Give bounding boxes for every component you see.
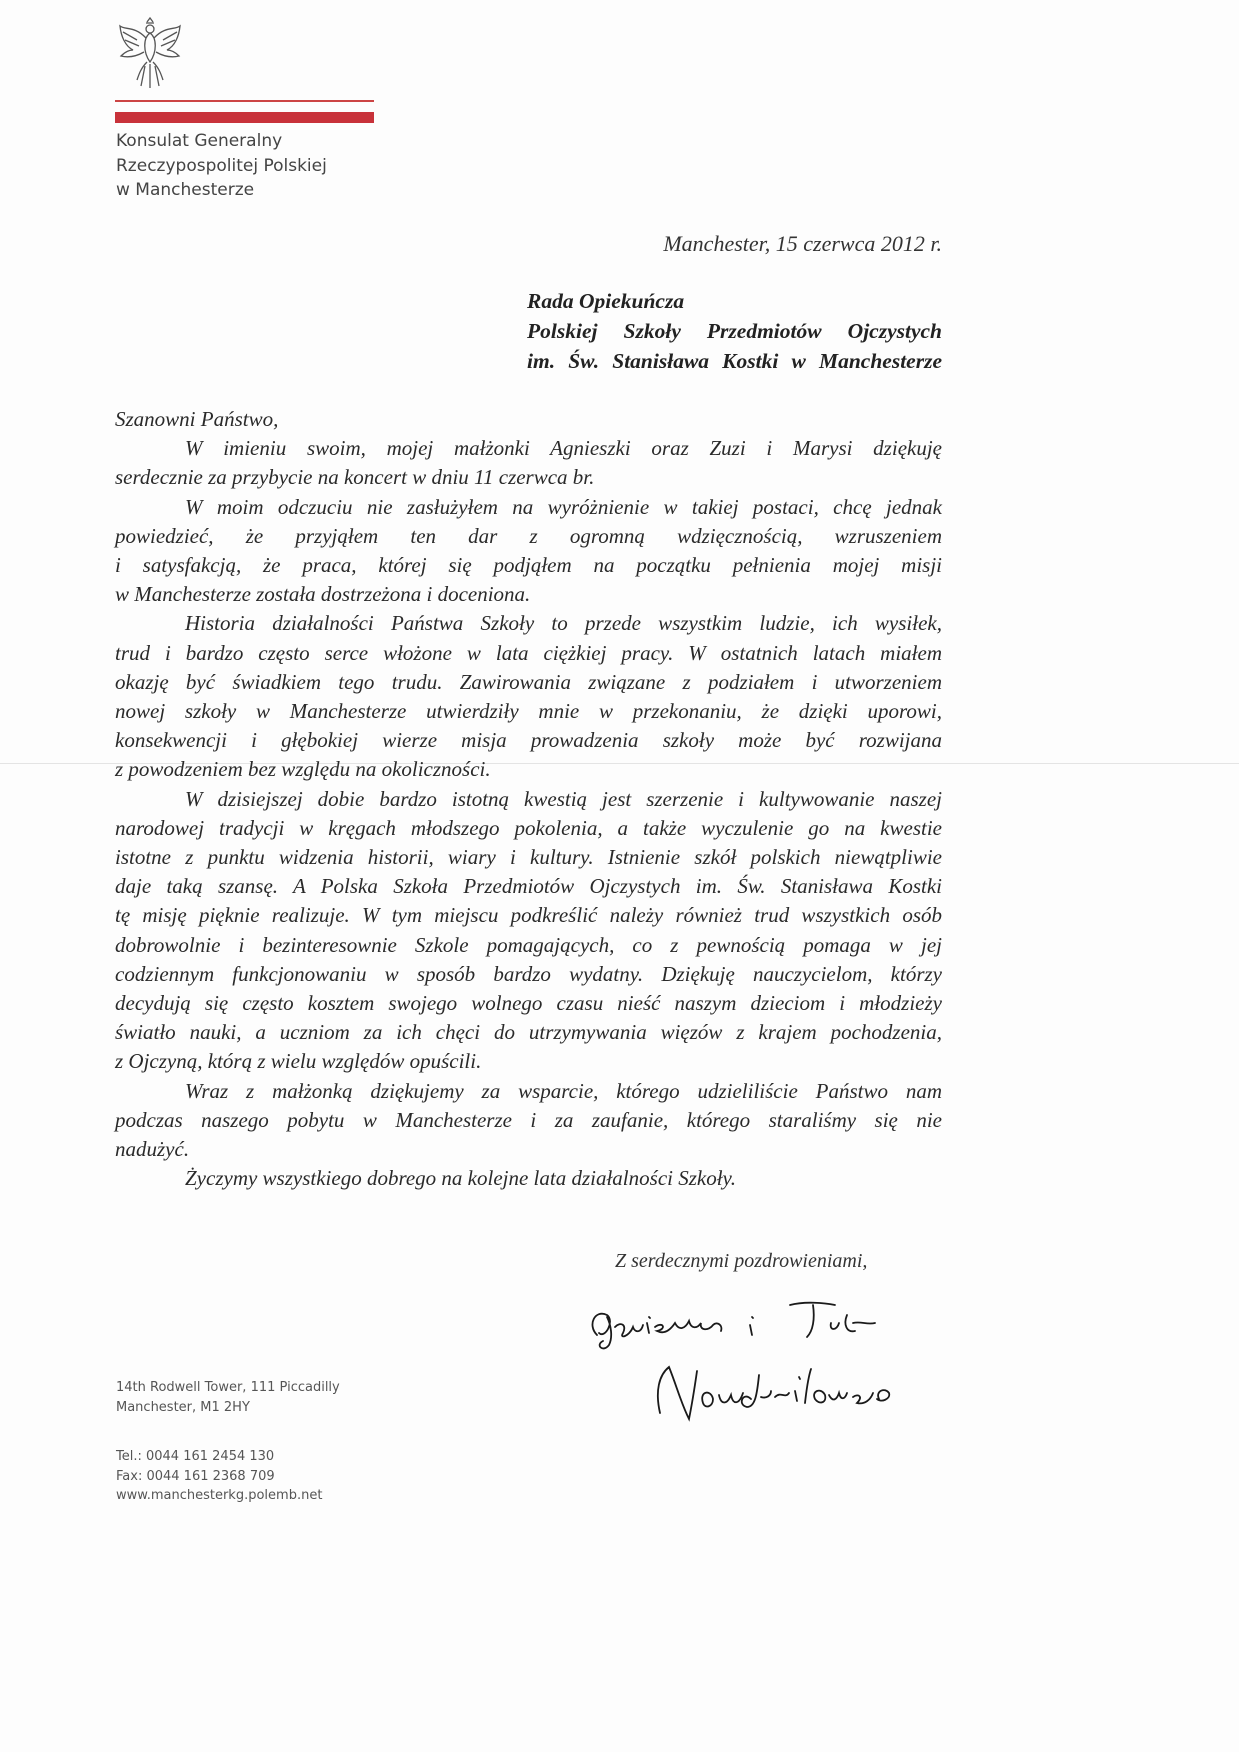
letterhead-line: w Manchesterze — [116, 180, 255, 200]
letterhead-line: Konsulat Generalny — [116, 131, 283, 151]
body-line: Wraz z małżonką dziękujemy za wsparcie, którego udzieliliście Państwo nam — [185, 1078, 942, 1103]
body-line: okazję być świadkiem tego trudu. Zawirowania związane z podziałem i utworzeniem — [115, 669, 942, 694]
body-line: decydują się często kosztem swojego wolnego czasu nieść naszym dzieciom i młodzieży — [115, 991, 942, 1016]
body-line: Historia działalności Państwa Szkoły to przede wszystkim ludzie, ich wysiłek, — [185, 611, 942, 636]
body-line: tę misję pięknie realizuje. W tym miejscu podkreślić należy również trud wszystkich osób — [115, 903, 942, 928]
polish-eagle-emblem-icon — [117, 16, 183, 90]
body-line: istotne z punktu widzenia historii, wiary i kultury. Istnienie szkół polskich niewątpliwie — [115, 845, 942, 870]
footer-website: www.manchesterkg.polemb.net — [116, 1488, 323, 1503]
body-line: z powodzeniem bez względu na okoliczności. — [115, 757, 491, 782]
footer-address-line: Manchester, M1 2HY — [116, 1399, 250, 1415]
addressee-line: im. Św. Stanisława Kostki w Manchesterze — [527, 349, 942, 373]
body-line: nadużyć. — [115, 1137, 190, 1162]
body-line: dobrowolnie i bezinteresownie Szkole pomagających, co z pewnością pomaga w jej — [115, 932, 942, 957]
addressee-block — [527, 286, 942, 376]
body-line: nowej szkoły w Manchesterze utwierdziły mnie w przekonaniu, że dzięki uporowi, — [115, 699, 942, 724]
body-line: narodowej tradycji w kręgach młodszego pokolenia, a także wyczulenie go na kwestie — [115, 815, 942, 840]
body-line: konsekwencji i głębokiej wierze misja prowadzenia szkoły może być rozwijana — [115, 728, 942, 753]
closing-phrase: Z serdecznymi pozdrowieniami, — [615, 1250, 868, 1272]
body-line: trud i bardzo często serce włożone w lata ciężkiej pracy. W ostatnich latach miałem — [115, 640, 942, 665]
letter-body — [115, 405, 942, 1193]
body-line: codziennym funkcjonowaniu w sposób bardzo wydatny. Dziękuję nauczycielom, którzy — [115, 961, 942, 986]
letterhead-line: Rzeczypospolitej Polskiej — [116, 155, 327, 176]
body-line: W dzisiejszej dobie bardzo istotną kwestią jest szerzenie i kultywowanie naszej — [185, 786, 942, 811]
body-line: światło nauki, a uczniom za ich chęci do utrzymywania więzów z krajem pochodzenia, — [115, 1020, 942, 1045]
letter-date: Manchester, 15 czerwca 2012 r. — [663, 231, 942, 256]
letterhead-institution — [116, 129, 327, 203]
addressee-line: Rada Opiekuńcza — [527, 289, 685, 313]
body-line: podczas naszego pobytu w Manchesterze i za zaufanie, którego staraliśmy się nie — [115, 1107, 942, 1132]
body-line: z Ojczyną, którą z wielu względów opuścili. — [115, 1049, 482, 1074]
footer-address-line: 14th Rodwell Tower, 111 Piccadilly — [116, 1380, 340, 1395]
letterhead-red-bar — [115, 112, 374, 123]
body-line: powiedzieć, że przyjąłem ten dar z ogromną wdzięcznością, wzruszeniem — [115, 523, 942, 548]
body-line: daje taką szansę. A Polska Szkoła Przedmiotów Ojczystych im. Św. Stanisława Kostki — [115, 874, 942, 899]
body-line: W moim odczuciu nie zasłużyłem na wyróżnienie w takiej postaci, chcę jednak — [185, 494, 942, 519]
body-line: serdecznie za przybycie na koncert w dniu 11 czerwca br. — [115, 465, 595, 490]
body-line: i satysfakcją, że praca, której się podjąłem na początku pełnienia mojej misji — [115, 553, 942, 578]
letterhead-thin-rule — [115, 100, 374, 102]
footer-phone: Tel.: 0044 161 2454 130 — [116, 1449, 275, 1464]
footer-address — [116, 1378, 340, 1417]
body-line: Życzymy wszystkiego dobrego na kolejne lata działalności Szkoły. — [185, 1166, 736, 1191]
footer-contact — [116, 1447, 322, 1506]
footer-fax: Fax: 0044 161 2368 709 — [116, 1468, 275, 1484]
addressee-line: Polskiej Szkoły Przedmiotów Ojczystych — [527, 319, 942, 343]
handwritten-signature — [585, 1295, 905, 1435]
body-line: w Manchesterze została dostrzeżona i doceniona. — [115, 582, 531, 607]
salutation: Szanowni Państwo, — [115, 407, 279, 431]
body-line: W imieniu swoim, mojej małżonki Agnieszki oraz Zuzi i Marysi dziękuję — [185, 436, 942, 461]
